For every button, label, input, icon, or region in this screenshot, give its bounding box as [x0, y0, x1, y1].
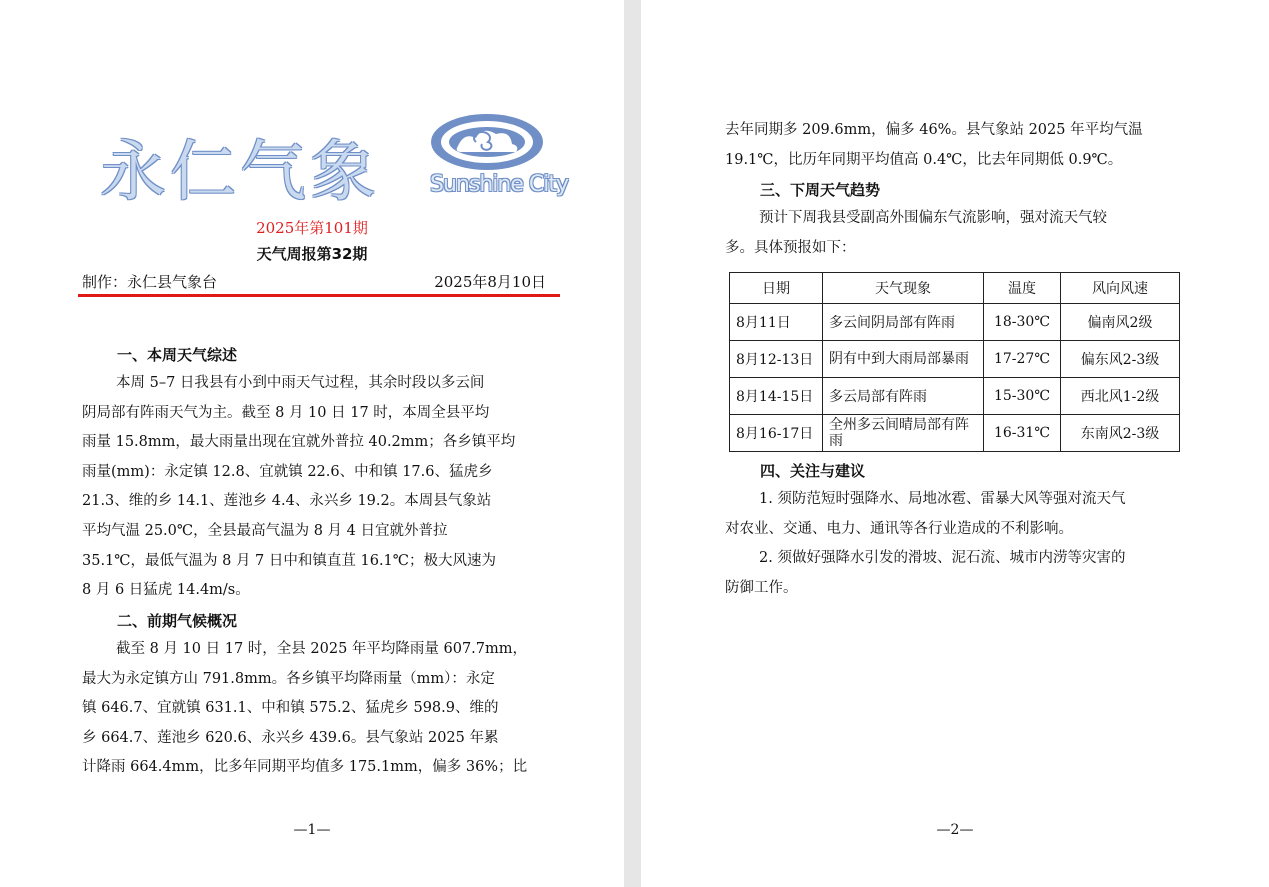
- report-number: 天气周报第32期: [256, 245, 368, 263]
- cell-date: 8月14-15日: [730, 378, 823, 415]
- section1-heading: 一、本周天气综述: [117, 346, 238, 364]
- text-line: 预计下周我县受副高外围偏东气流影响，强对流天气较: [759, 210, 1107, 226]
- section1-body: [82, 369, 546, 606]
- cell-temp: 17-27℃: [984, 341, 1061, 378]
- text-line: 去年同期多 209.6mm，偏多 46%。县气象站 2025 年平均气温: [725, 122, 1143, 138]
- table-row: [730, 415, 1180, 452]
- cell-wind: 西北风1-2级: [1061, 378, 1180, 415]
- cell-temp: 15-30℃: [984, 378, 1061, 415]
- table-row: [730, 304, 1180, 341]
- text-line: 计降雨 664.4mm，比多年同期平均值多 175.1mm，偏多 36%；比: [82, 759, 528, 776]
- text-line: 截至 8 月 10 日 17 时，全县 2025 年平均降雨量 607.7mm，: [116, 641, 528, 657]
- cell-weather: 阴有中到大雨局部暴雨: [823, 341, 984, 378]
- text-line: 19.1℃，比历年同期平均值高 0.4℃，比去年同期低 0.9℃。: [725, 151, 1123, 168]
- column-header-temp: 温度: [984, 273, 1061, 304]
- table-row: [730, 378, 1180, 415]
- text-line: 2. 须做好强降水引发的滑坡、泥石流、城市内涝等灾害的: [759, 550, 1126, 567]
- table-row: [730, 341, 1180, 378]
- forecast-table: [729, 272, 1180, 452]
- cell-date: 8月16-17日: [730, 415, 823, 452]
- producer-label: 制作：永仁县气象台: [82, 273, 218, 291]
- text-line: 阴局部有阵雨天气为主。截至 8 月 10 日 17 时，本周全县平均: [82, 404, 490, 421]
- section3-heading: 三、下周天气趋势: [760, 181, 881, 199]
- header-divider: [78, 294, 560, 297]
- column-header-date: 日期: [730, 273, 823, 304]
- cell-weather: 多云间阴局部有阵雨: [823, 304, 984, 341]
- document-page-1: [0, 0, 624, 887]
- text-line: 35.1℃，最低气温为 8 月 7 日中和镇直苴 16.1℃；极大风速为: [82, 552, 497, 569]
- text-line: 8 月 6 日猛虎 14.4m/s。: [82, 582, 250, 599]
- section4-body: [725, 485, 1189, 603]
- cell-wind: 偏东风2-3级: [1061, 341, 1180, 378]
- issue-number: 2025年第101期: [256, 219, 368, 237]
- text-line: 雨量(mm)：永定镇 12.8、宜就镇 22.6、中和镇 17.6、猛虎乡: [82, 463, 493, 480]
- section2-body: [82, 635, 546, 783]
- cell-wind: 东南风2-3级: [1061, 415, 1180, 452]
- text-line: 防御工作。: [725, 579, 798, 596]
- column-header-wind: 风向风速: [1061, 273, 1180, 304]
- text-line: 平均气温 25.0℃，全县最高气温为 8 月 4 日宜就外普拉: [82, 522, 448, 539]
- text-line: 最大为永定镇方山 791.8mm。各乡镇平均降雨量（mm）：永定: [82, 670, 495, 687]
- page-number: —2—: [936, 822, 974, 838]
- text-line: 镇 646.7、宜就镇 631.1、中和镇 575.2、猛虎乡 598.9、维的: [82, 700, 499, 717]
- cell-wind: 偏南风2级: [1061, 304, 1180, 341]
- cell-temp: 16-31℃: [984, 415, 1061, 452]
- text-line: 1. 须防范短时强降水、局地冰雹、雷暴大风等强对流天气: [759, 491, 1126, 507]
- section2-heading: 二、前期气候概况: [117, 612, 238, 630]
- masthead-title: 永仁气象: [100, 133, 380, 210]
- cell-date: 8月12-13日: [730, 341, 823, 378]
- section2-continued: [725, 116, 1189, 175]
- cell-weather: 全州多云间晴局部有阵雨: [823, 415, 984, 452]
- cell-weather: 多云局部有阵雨: [823, 378, 984, 415]
- logo-text: Sunshine City: [430, 172, 568, 197]
- cloud-logo-icon: [428, 112, 548, 174]
- cell-date: 8月11日: [730, 304, 823, 341]
- text-line: 乡 664.7、莲池乡 620.6、永兴乡 439.6。县气象站 2025 年累: [82, 729, 499, 746]
- column-header-weather: 天气现象: [823, 273, 984, 304]
- cell-temp: 18-30℃: [984, 304, 1061, 341]
- section4-heading: 四、关注与建议: [760, 462, 866, 480]
- text-line: 雨量 15.8mm，最大雨量出现在宜就外普拉 40.2mm；各乡镇平均: [82, 434, 516, 451]
- report-date: 2025年8月10日: [434, 273, 546, 291]
- page-number: —1—: [293, 822, 331, 838]
- table-header-row: [730, 273, 1180, 304]
- text-line: 21.3、维的乡 14.1、莲池乡 4.4、永兴乡 19.2。本周县气象站: [82, 493, 492, 510]
- text-line: 对农业、交通、电力、通讯等各行业造成的不利影响。: [725, 520, 1073, 537]
- section3-body: [725, 204, 1189, 263]
- text-line: 多。具体预报如下：: [725, 239, 856, 256]
- text-line: 本周 5–7 日我县有小到中雨天气过程，其余时段以多云间: [116, 375, 485, 391]
